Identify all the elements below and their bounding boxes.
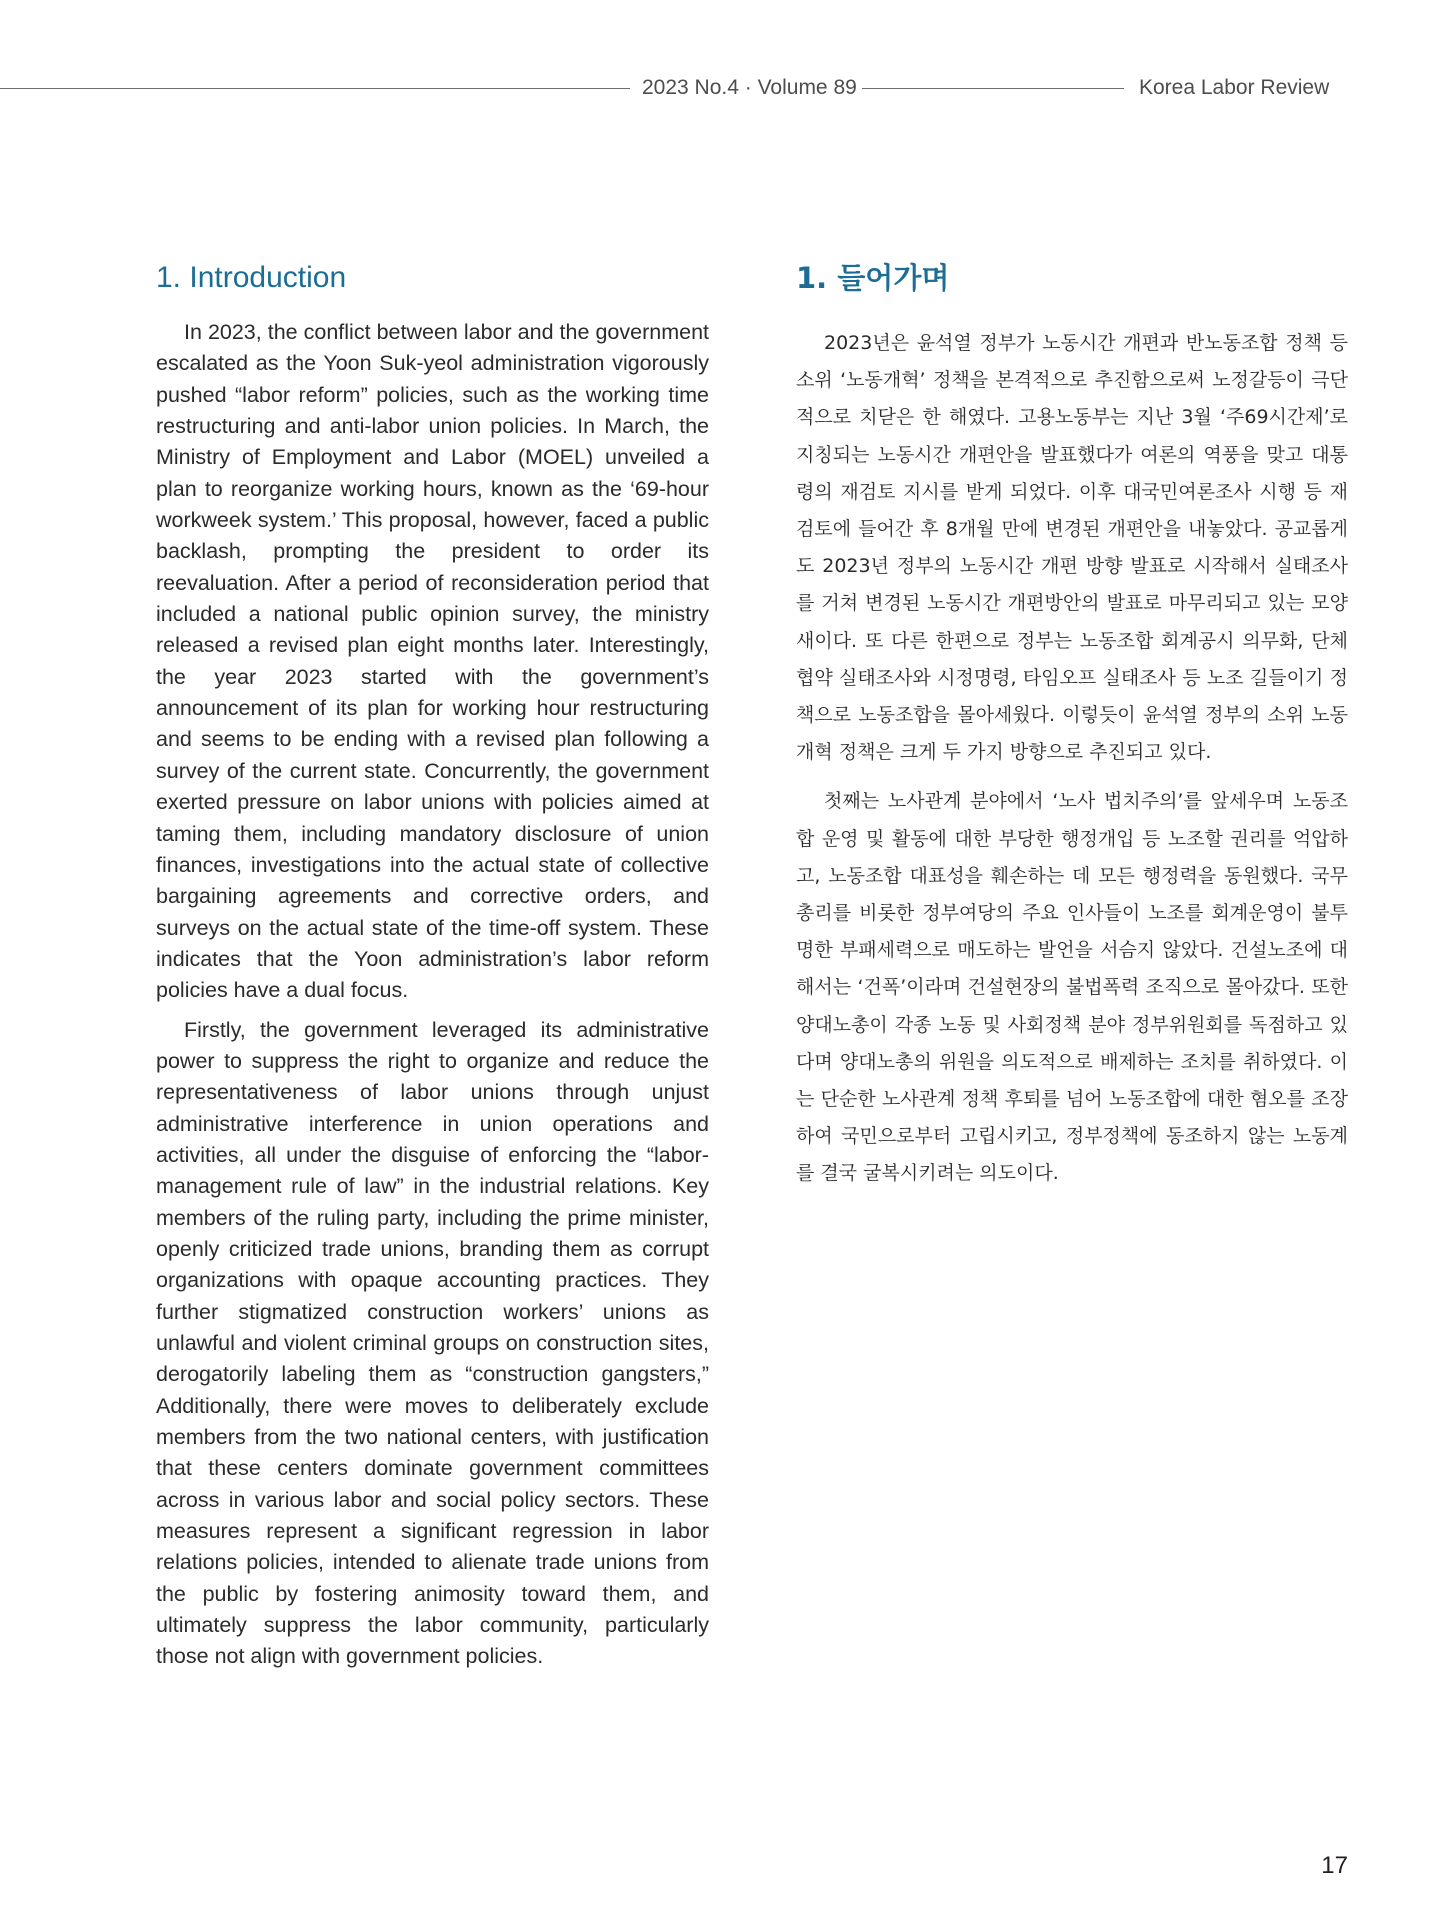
korean-paragraph-1: 2023년은 윤석열 정부가 노동시간 개편과 반노동조합 정책 등 소위 ‘노동개혁’ 정책을 본격적으로 추진함으로써 노정갈등이 극단적으로 치닫은 한 해였다. 고용노동부는 지난 3월 ‘주69시간제’로 지칭되는 노동시간 개편안을 발표했다가 여론의 역풍을 맞고 대통령의 재검토 지시를 받게 되었다. 이후 대국민여론조사 시행 등 재검토에 들어간 후 8개월 만에 변경된 개편안을 내놓았다. 공교롭게도 2023년 정부의 노동시간 개편 방향 발표로 시작해서 실태조사를 거쳐 변경된 노동시간 개편방안의 발표로 마무리되고 있는 모양새이다. 또 다른 한편으로 정부는 노동조합 회계공시 의무화, 단체협약 실태조사와 시정명령, 타임오프 실태조사 등 노조 길들이기 정책으로 노동조합을 몰아세웠다. 이렇듯이 윤석열 정부의 소위 노동개혁 정책은 크게 두 가지 방향으로 추진되고 있다. [796,332,1348,764]
english-paragraph-1: In 2023, the conflict between labor and the government escalated as the Yoon Suk-yeol administration vigorously pushed “labor reform” policies, such as the working time restructuring and anti-labor union policies. In March, the Ministry of Employment and Labor (MOEL) unveiled a plan to reorganize working hours, known as the ‘69-hour workweek system.’ This proposal, however, faced a public backlash, prompting the president to order its reevaluation. After a period of reconsideration period that included a national public opinion survey, the ministry released a revised plan eight months later. Interestingly, the year 2023 started with the government’s announcement of its plan for working hour restructuring and seems to be ending with a revised plan following a survey of the current state. Concurrently, the government exerted pressure on labor unions with policies aimed at taming them, including mandatory disclosure of union finances, investigations into the actual state of collective bargaining agreements and corrective orders, and surveys on the actual state of the time-off system. These indicates that the Yoon administration’s labor reform policies have a dual focus. [156,320,709,1003]
journal-name: Korea Labor Review [1139,76,1330,99]
section-title-korean: 1. 들어가며 [796,261,950,295]
header-rule-right [862,88,1124,89]
header-rule-left [0,88,630,89]
korean-paragraph-2: 첫째는 노사관계 분야에서 ‘노사 법치주의’를 앞세우며 노동조합 운영 및 활동에 대한 부당한 행정개입 등 노조할 권리를 억압하고, 노동조합 대표성을 훼손하는 데 모든 행정력을 동원했다. 국무총리를 비롯한 정부여당의 주요 인사들이 노조를 회계운영이 불투명한 부패세력으로 매도하는 발언을 서슴지 않았다. 건설노조에 대해서는 ‘건폭’이라며 건설현장의 불법폭력 조직으로 몰아갔다. 또한 양대노총이 각종 노동 및 사회정책 분야 정부위원회를 독점하고 있다며 양대노총의 위원을 의도적으로 배제하는 조치를 취하였다. 이는 단순한 노사관계 정책 후퇴를 넘어 노동조합에 대한 혐오를 조장하여 국민으로부터 고립시키고, 정부정책에 동조하지 않는 노동계를 결국 굴복시키려는 의도이다. [796,790,1348,1185]
page-number: 17 [1321,1852,1348,1879]
english-column [156,255,709,1681]
english-paragraph-2: Firstly, the government leveraged its administrative power to suppress the right to organize and reduce the representativeness of labor unions through unjust administrative interference in union operations and activities, all under the disguise of enforcing the “labor-management rule of law” in the industrial relations. Key members of the ruling party, including the prime minister, openly criticized trade unions, branding them as corrupt organizations with opaque accounting practices. They further stigmatized construction workers’ unions as unlawful and violent criminal groups on construction sites, derogatorily labeling them as “construction gangsters,” Additionally, there were moves to deliberately exclude members from the two national centers, with justification that these centers dominate government committees across in various labor and social policy sectors. These measures represent a significant regression in labor relations policies, intended to alienate trade unions from the public by fostering animosity toward them, and ultimately suppress the labor community, particularly those not align with government policies. [156,1017,709,1669]
section-title-english: 1. Introduction [156,261,347,294]
korean-column [796,255,1348,1205]
running-header [0,76,1432,100]
issue-volume: 2023 No.4 · Volume 89 [642,76,857,99]
